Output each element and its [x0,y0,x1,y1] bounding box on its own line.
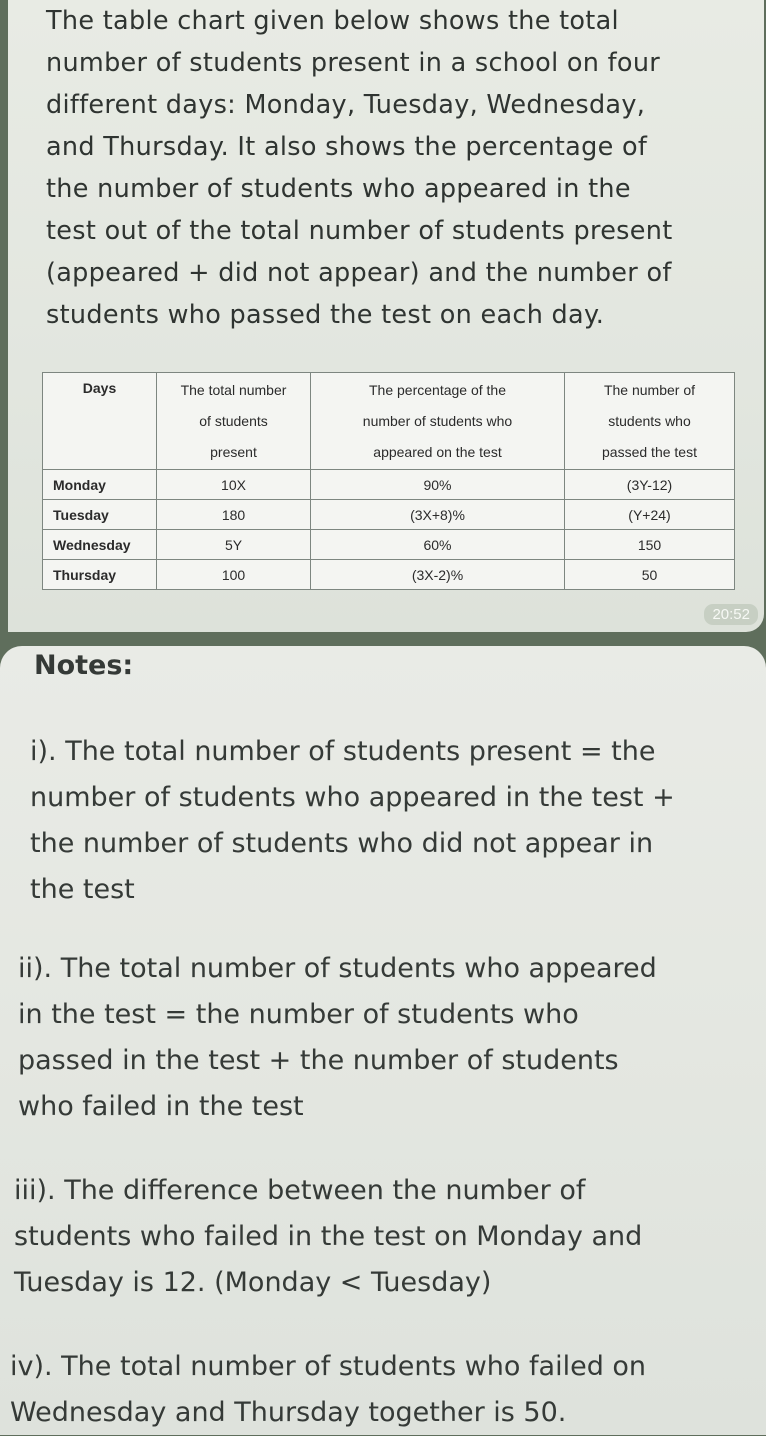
note-item: iii). The difference between the number of students who failed in the test on Monday and Tuesday is 12. (Monday < Tuesday) [14,1175,643,1298]
cell-day: Monday [43,470,157,500]
intro-paragraph: The table chart given below shows the total number of students present in a school on four different days: Monday, Tuesday, Wednesday, and Thursday. It also shows the percentage of the number of students who appeared in the test out of the total number of students present (appeared + did not appear) and the number of students who passed the test on each day. [46,6,673,330]
cell-passed: (3Y-12) [565,470,735,500]
table-header-row [43,373,735,470]
note-item: ii). The total number of students who appeared in the test = the number of students who passed in the test + the number of students who failed in the test [18,953,657,1122]
data-table [42,372,735,590]
cell-day: Wednesday [43,530,157,560]
cell-total: 100 [157,560,311,590]
cell-day: Thursday [43,560,157,590]
notes-title: Notes: [34,650,134,681]
cell-total: 5Y [157,530,311,560]
cell-percent: (3X+8)% [311,500,565,530]
note-item: iv). The total number of students who failed on Wednesday and Thursday together is 50. [10,1351,647,1428]
table-row [43,560,735,590]
cell-percent: 60% [311,530,565,560]
cell-total: 10X [157,470,311,500]
header-percentage-appeared: The percentage of the number of students who appeared on the test [311,373,565,470]
cell-passed: 50 [565,560,735,590]
note-item: i). The total number of students present = the number of students who appeared in the test + the number of students who did not appear in the test [30,736,675,905]
cell-percent: (3X-2)% [311,560,565,590]
table-row [43,530,735,560]
cell-passed: (Y+24) [565,500,735,530]
cell-total: 180 [157,500,311,530]
message-timestamp: 20:52 [704,604,758,625]
cell-percent: 90% [311,470,565,500]
header-total-present: The total number of students present [157,373,311,470]
cell-passed: 150 [565,530,735,560]
header-days: Days [43,373,157,470]
table-row [43,500,735,530]
table-row [43,470,735,500]
header-number-passed: The number of students who passed the test [565,373,735,470]
cell-day: Tuesday [43,500,157,530]
